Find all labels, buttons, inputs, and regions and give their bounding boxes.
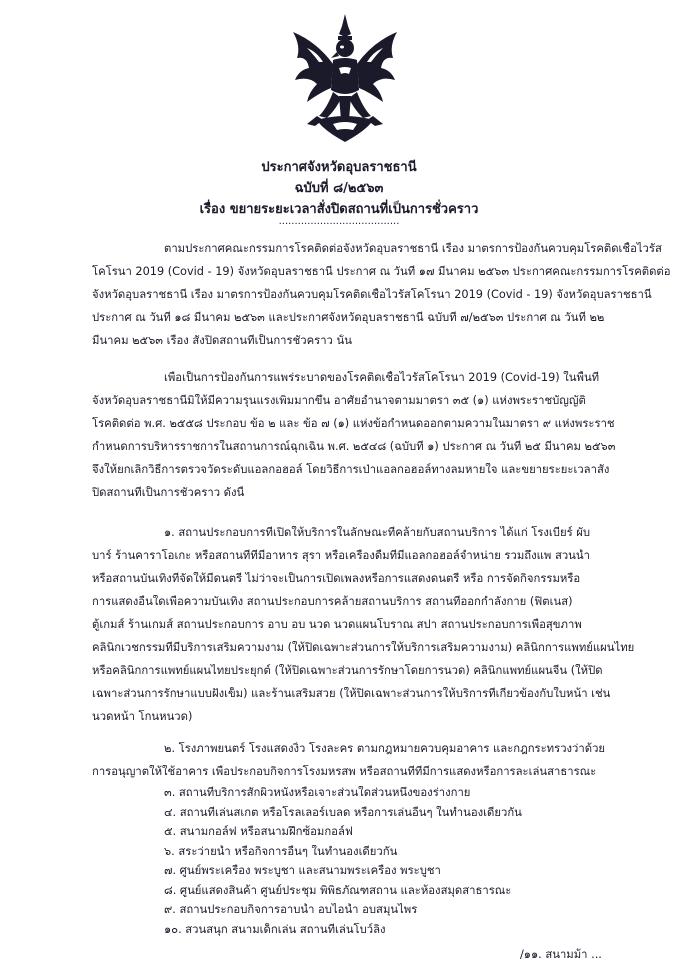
separator-line: ...................................... [278, 216, 400, 227]
item1-line: การแสดงอื่นใดเพื่อความบันเทิง สถานประกอบการคล้ายสถานบริการ สถานที่ออกกำลังกาย (ฟิตเนส) [92, 595, 573, 608]
purpose-line: ปิดสถานที่เป็นการชั่วคราว ดังนี้ [92, 486, 245, 499]
preamble-line: ตามประกาศคณะกรรมการโรคติดต่อจังหวัดอุบลราชธานี เรื่อง มาตรการป้องกันควบคุมโรคติดเชื้อไวรัส [164, 242, 662, 255]
item1-line: หรือสถานบันเทิงที่จัดให้มีดนตรี ไม่ว่าจะเป็นการเปิดเพลงหรือการแสดงดนตรี หรือ การจัดกิจกรรมหรือ [92, 572, 581, 585]
purpose-line: โรคติดต่อ พ.ศ. ๒๕๕๘ ประกอบ ข้อ ๒ และ ข้อ ๗ (๑) แห่งข้อกำหนดออกตามความในมาตรา ๙ แห่งพระราช [92, 417, 615, 430]
list-item: ๔. สถานที่เล่นสเกต หรือโรลเลอร์เบลด หรือการเล่นอื่นๆ ในทำนองเดียวกัน [164, 805, 522, 819]
purpose-line: กำหนดการบริหารราชการในสถานการณ์ฉุกเฉิน พ.ศ. ๒๕๔๘ (ฉบับที่ ๑) ประกาศ ณ วันที่ ๒๕ มีนาคม ๒๕๖๓ [92, 440, 616, 453]
purpose-line: จังหวัดอุบลราชธานีมิให้มีความรุนแรงเพิ่มมากขึ้น อาศัยอำนาจตามมาตรา ๓๕ (๑) แห่งพระราชบัญญัติ [92, 394, 586, 407]
item1-line: เฉพาะส่วนการรักษาแบบฝังเข็ม) และร้านเสริมสวย (ให้ปิดเฉพาะส่วนการให้บริการที่เกี่ยวข้องกับใบหน้า เช่น [92, 687, 611, 700]
page-continuation: /๑๑. สนามม้า ... [520, 948, 602, 961]
purpose-line: เพื่อเป็นการป้องกันการแพร่ระบาดของโรคติดเชื้อไวรัสโคโรนา 2019 (Covid-19) ในพื้นที่ [164, 371, 600, 384]
purpose-line: จึงให้ยกเลิกวิธีการตรวจวัดระดับแอลกอฮอล์ โดยวิธีการเป่าแอลกอฮอล์ทางลมหายใจ และขยายระยะเวลาสั่ง [92, 463, 610, 476]
announcement-subject: เรื่อง ขยายระยะเวลาสั่งปิดสถานที่เป็นการชั่วคราว [199, 202, 479, 217]
list-item: ๗. ศูนย์พระเครื่อง พระบูชา และสนามพระเครื่อง พระบูชา [164, 864, 441, 877]
list-item: ๕. สนามกอล์ฟ หรือสนามฝึกซ้อมกอล์ฟ [164, 825, 353, 838]
list-item: ๖. สระว่ายน้ำ หรือกิจการอื่นๆ ในทำนองเดียวกัน [164, 844, 398, 858]
announcement-title: ประกาศจังหวัดอุบลราชธานี [261, 160, 417, 175]
preamble-line: มีนาคม ๒๕๖๓ เรื่อง สั่งปิดสถานที่เป็นการชั่วคราว นั้น [92, 334, 352, 347]
item1-line: คลินิกเวชกรรมที่มีบริการเสริมความงาม (ให้ปิดเฉพาะส่วนการให้บริการเสริมความงาม) คลินิกการแพทย์แผนไทย [92, 641, 635, 654]
item1-line: นวดหน้า โกนหนวด) [92, 710, 193, 723]
item1-line: ๑. สถานประกอบการที่เปิดให้บริการในลักษณะที่คล้ายกับสถานบริการ ได้แก่ โรงเบียร์ ผับ [164, 526, 591, 539]
garuda-emblem-icon [287, 12, 403, 144]
preamble-line: ประกาศ ณ วันที่ ๑๘ มีนาคม ๒๕๖๓ และประกาศจังหวัดอุบลราชธานี ฉบับที่ ๗/๒๕๖๓ ประกาศ ณ วันที่ ๒๒ [92, 311, 605, 324]
item1-line: หรือคลินิกการแพทย์แผนไทยประยุกต์ (ให้ปิดเฉพาะส่วนการรักษาโดยการนวด) คลินิกแพทย์แผนจีน (ให้ปิด [92, 664, 603, 677]
item1-line: ตู้เกมส์ ร้านเกมส์ สถานประกอบการ อาบ อบ นวด นวดแผนโบราณ สปา สถานประกอบการเพื่อสุขภาพ [92, 618, 582, 631]
item1-line: บาร์ ร้านคาราโอเกะ หรือสถานที่ที่มีอาหาร สุรา หรือเครื่องดื่มที่มีแอลกอฮอล์จำหน่าย รวมถึงแพ สวนน้ำ [92, 549, 590, 562]
list-item: ๘. ศูนย์แสดงสินค้า ศูนย์ประชุม พิพิธภัณฑสถาน และห้องสมุดสาธารณะ [164, 883, 512, 897]
preamble-line: โคโรนา 2019 (Covid - 19) จังหวัดอุบลราชธานี ประกาศ ณ วันที่ ๑๗ มีนาคม ๒๕๖๓ ประกาศคณะกรรมการโรคติดต่อ [92, 265, 671, 278]
list-item: ๑๐. สวนสนุก สนามเด็กเล่น สถานที่เล่นโบว์ลิ่ง [164, 922, 386, 936]
preamble-line: จังหวัดอุบลราชธานี เรื่อง มาตรการป้องกันควบคุมโรคติดเชื้อไวรัสโคโรนา 2019 (Covid - 19) จังหวัดอุบลราชธานี [92, 288, 652, 301]
item2-line: ๒. โรงภาพยนตร์ โรงแสดงงิ้ว โรงละคร ตามกฎหมายควบคุมอาคาร และกฎกระทรวงว่าด้วย [164, 742, 606, 755]
list-item: ๓. สถานที่บริการสักผิวหนังหรือเจาะส่วนใดส่วนหนึ่งของร่างกาย [164, 786, 471, 799]
item2-line: การอนุญาตให้ใช้อาคาร เพื่อประกอบกิจการโรงมหรสพ หรือสถานที่ที่มีการแสดงหรือการละเล่นสาธารณะ [92, 765, 597, 778]
announcement-number: ฉบับที่ ๘/๒๕๖๓ [294, 181, 384, 196]
list-item: ๙. สถานประกอบกิจการอาบน้ำ อบไอน้ำ อบสมุนไพร [164, 903, 418, 916]
